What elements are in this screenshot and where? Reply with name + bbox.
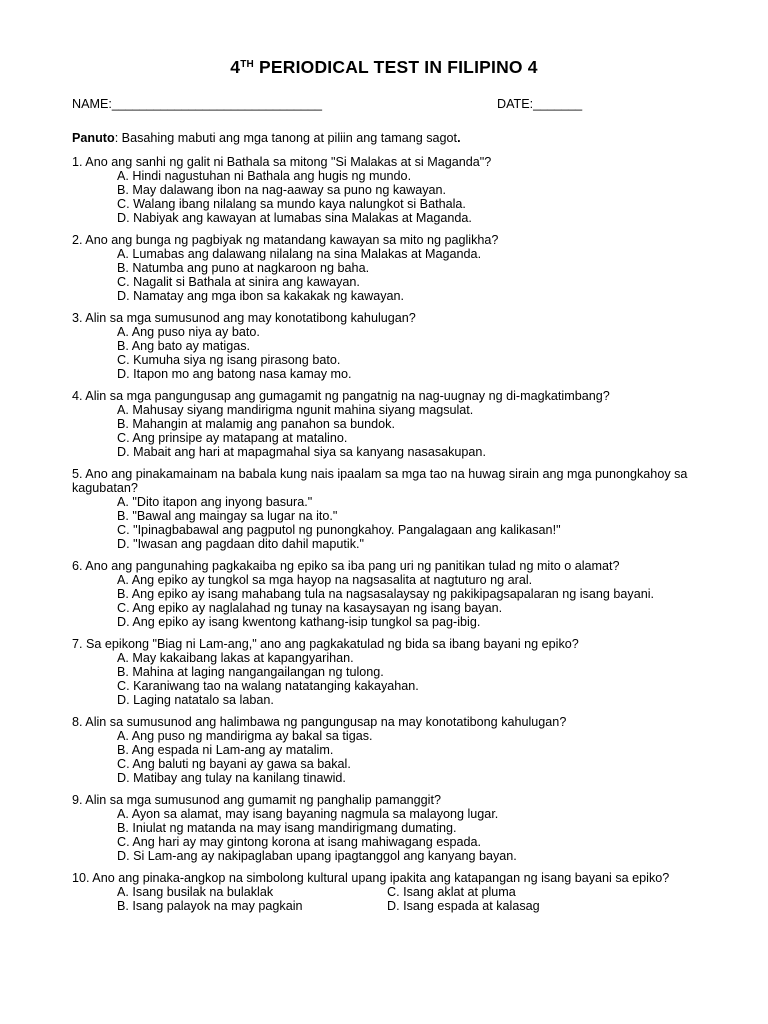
choice-d: D. Laging natatalo sa laban. — [117, 693, 274, 707]
choice-c: C. Isang aklat at pluma — [387, 885, 516, 899]
title-superscript: TH — [240, 59, 254, 70]
question-10 — [72, 871, 712, 913]
choice-list — [72, 573, 712, 629]
directions-text: : Basahing mabuti ang mga tanong at piliin ang tamang sagot — [114, 131, 458, 145]
question-1 — [72, 155, 712, 225]
question-text: 3. Alin sa mga sumusunod ang may konotatibong kahulugan? — [72, 311, 416, 325]
choice-b: B. Mahangin at malamig ang panahon sa bundok. — [117, 417, 395, 431]
choice-d: D. Mabait ang hari at mapagmahal siya sa kanyang nasasakupan. — [117, 445, 486, 459]
choice-c: C. Ang epiko ay naglalahad ng tunay na kasaysayan ng isang bayan. — [117, 601, 503, 615]
choice-d: D. Si Lam-ang ay nakipaglaban upang ipagtanggol ang kanyang bayan. — [117, 849, 517, 863]
choice-list — [72, 403, 712, 459]
choice-c: C. Walang ibang nilalang sa mundo kaya nalungkot si Bathala. — [117, 197, 466, 211]
directions-end: . — [457, 131, 461, 145]
choice-d: D. Ang epiko ay isang kwentong kathang-isip tungkol sa pag-ibig. — [117, 615, 481, 629]
choice-b: B. Ang epiko ay isang mahabang tula na nagsasalaysay ng pakikipagsapalaran ng isang bayani. — [117, 587, 655, 601]
question-list — [72, 155, 712, 921]
choice-list — [72, 325, 712, 381]
choice-grid — [72, 885, 712, 913]
choice-c: C. Ang hari ay may gintong korona at isang mahiwagang espada. — [117, 835, 482, 849]
choice-d: D. Nabiyak ang kawayan at lumabas sina Malakas at Maganda. — [117, 211, 472, 225]
name-field-label: NAME:______________________________ — [72, 97, 323, 111]
question-7 — [72, 637, 712, 707]
page-title — [0, 57, 768, 78]
choice-b: B. "Bawal ang maingay sa lugar na ito." — [117, 509, 338, 523]
choice-a: A. Ang puso niya ay bato. — [117, 325, 260, 339]
choice-c: C. Karaniwang tao na walang natatanging kakayahan. — [117, 679, 419, 693]
choice-list — [72, 247, 712, 303]
choice-d: D. Namatay ang mga ibon sa kakakak ng kawayan. — [117, 289, 405, 303]
choice-b: B. Mahina at laging nangangailangan ng tulong. — [117, 665, 384, 679]
choice-a: A. Ayon sa alamat, may isang bayaning nagmula sa malayong lugar. — [117, 807, 499, 821]
choice-b: B. Natumba ang puno at nagkaroon ng baha. — [117, 261, 370, 275]
choice-list — [72, 807, 712, 863]
choice-a: A. Hindi nagustuhan ni Bathala ang hugis ng mundo. — [117, 169, 412, 183]
choice-a: A. Ang epiko ay tungkol sa mga hayop na nagsasalita at nagtuturo ng aral. — [117, 573, 533, 587]
title-number: 4 — [230, 57, 241, 77]
choice-c: C. Kumuha siya ng isang pirasong bato. — [117, 353, 341, 367]
choice-b: B. Isang palayok na may pagkain — [117, 899, 303, 913]
choice-a: A. Lumabas ang dalawang nilalang na sina Malakas at Maganda. — [117, 247, 482, 261]
question-2 — [72, 233, 712, 303]
date-field-label: DATE:_______ — [497, 97, 583, 111]
question-text: 1. Ano ang sanhi ng galit ni Bathala sa mitong "Si Malakas at si Maganda"? — [72, 155, 492, 169]
question-8 — [72, 715, 712, 785]
question-6 — [72, 559, 712, 629]
choice-b: B. Ang espada ni Lam-ang ay matalim. — [117, 743, 334, 757]
choice-list — [72, 495, 712, 551]
choice-d: D. Isang espada at kalasag — [387, 899, 540, 913]
question-3 — [72, 311, 712, 381]
choice-list — [72, 651, 712, 707]
choice-a: A. Isang busilak na bulaklak — [117, 885, 274, 899]
question-5 — [72, 467, 712, 551]
question-text: 7. Sa epikong "Biag ni Lam-ang," ano ang pagkakatulad ng bida sa ibang bayani ng epiko? — [72, 637, 579, 651]
question-text: 8. Alin sa sumusunod ang halimbawa ng pangungusap na may konotatibong kahulugan? — [72, 715, 567, 729]
choice-d: D. Itapon mo ang batong nasa kamay mo. — [117, 367, 352, 381]
question-text: 2. Ano ang bunga ng pagbiyak ng matandang kawayan sa mito ng paglikha? — [72, 233, 499, 247]
directions — [72, 131, 461, 145]
question-text: 6. Ano ang pangunahing pagkakaiba ng epiko sa iba pang uri ng panitikan tulad ng mito o alamat? — [72, 559, 620, 573]
choice-c: C. Nagalit si Bathala at sinira ang kawayan. — [117, 275, 360, 289]
question-4 — [72, 389, 712, 459]
choice-b: B. Iniulat ng matanda na may isang mandirigmang dumating. — [117, 821, 457, 835]
question-text: 10. Ano ang pinaka-angkop na simbolong kultural upang ipakita ang katapangan ng isang bayani sa epiko? — [72, 871, 670, 885]
question-text: 5. Ano ang pinakamainam na babala kung nais ipaalam sa mga tao na huwag sirain ang mga punongkahoy sa kagubatan? — [72, 467, 688, 495]
question-text: 4. Alin sa mga pangungusap ang gumagamit ng pangatnig na nag-uugnay ng di-magkatimbang? — [72, 389, 610, 403]
question-9 — [72, 793, 712, 863]
title-text: PERIODICAL TEST IN FILIPINO 4 — [253, 57, 538, 77]
choice-list — [72, 169, 712, 225]
choice-b: B. May dalawang ibon na nag-aaway sa puno ng kawayan. — [117, 183, 447, 197]
question-text: 9. Alin sa mga sumusunod ang gumamit ng panghalip pamanggit? — [72, 793, 441, 807]
directions-label: Panuto — [72, 131, 115, 145]
choice-a: A. Mahusay siyang mandirigma ngunit mahina siyang magsulat. — [117, 403, 474, 417]
choice-b: B. Ang bato ay matigas. — [117, 339, 251, 353]
choice-c: C. Ang baluti ng bayani ay gawa sa bakal. — [117, 757, 351, 771]
choice-a: A. Ang puso ng mandirigma ay bakal sa tigas. — [117, 729, 373, 743]
choice-d: D. Matibay ang tulay na kanilang tinawid. — [117, 771, 346, 785]
choice-d: D. "Iwasan ang pagdaan dito dahil maputik." — [117, 537, 364, 551]
choice-c: C. Ang prinsipe ay matapang at matalino. — [117, 431, 348, 445]
choice-a: A. "Dito itapon ang inyong basura." — [117, 495, 313, 509]
choice-c: C. "Ipinagbabawal ang pagputol ng punongkahoy. Pangalagaan ang kalikasan!" — [117, 523, 561, 537]
choice-list — [72, 729, 712, 785]
choice-a: A. May kakaibang lakas at kapangyarihan. — [117, 651, 354, 665]
